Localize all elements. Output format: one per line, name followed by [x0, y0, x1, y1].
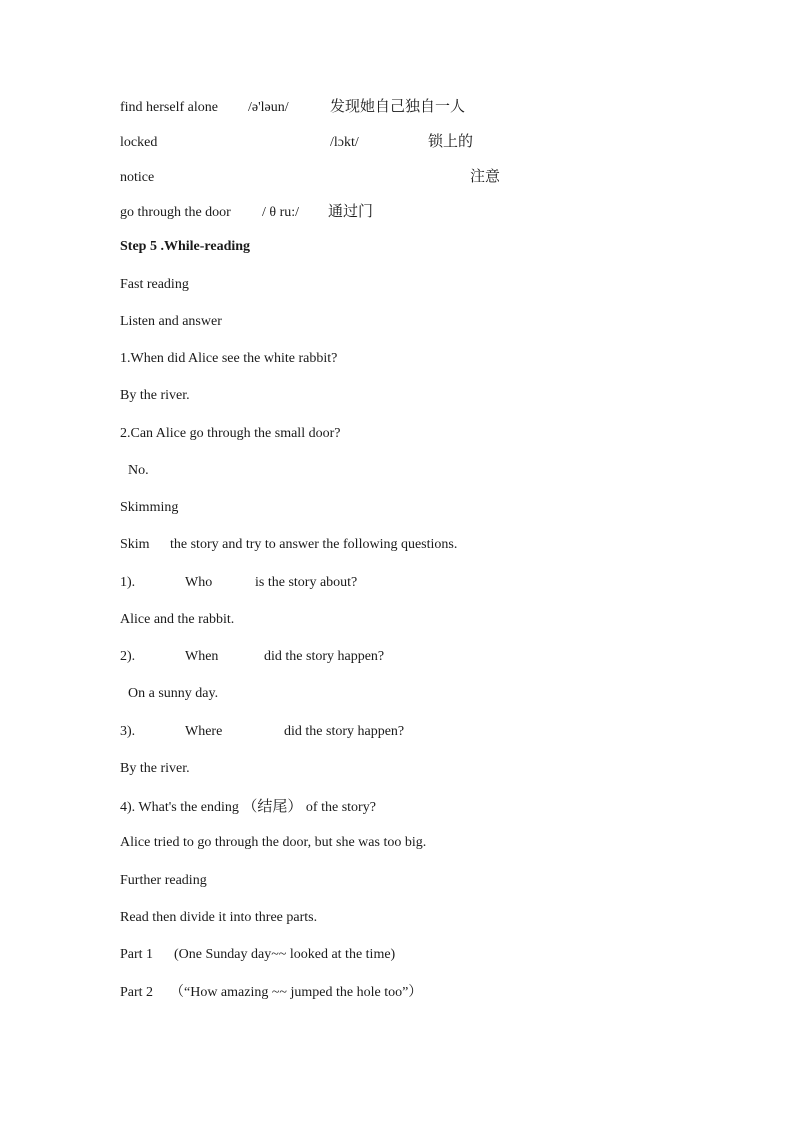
answer: By the river.	[120, 388, 190, 403]
vocab-word: find herself alone	[120, 100, 218, 115]
section-label: Skimming	[120, 500, 179, 515]
vocab-row	[120, 167, 501, 188]
question-number: 3).	[120, 724, 136, 739]
question: 1.When did Alice see the white rabbit?	[120, 351, 338, 366]
section-label: Fast reading	[120, 277, 189, 292]
vocab-phonetic: / θ ru:/	[262, 205, 300, 220]
instruction: Listen and answer	[120, 314, 222, 329]
question-rest: did the story happen?	[284, 724, 405, 739]
question-text: 4). What's the ending	[120, 800, 239, 815]
question-rest: is the story about?	[255, 575, 358, 590]
part-row	[120, 983, 423, 1003]
vocab-phonetic: /ə'ləun/	[248, 100, 289, 115]
instruction-rest: the story and try to answer the following questions.	[170, 537, 458, 552]
vocab-row	[120, 132, 474, 153]
question	[120, 722, 405, 742]
answer: By the river.	[120, 761, 190, 776]
question	[120, 796, 376, 818]
part-label: Part 1	[120, 947, 154, 962]
question	[120, 573, 358, 593]
answer: Alice and the rabbit.	[120, 612, 235, 627]
part-content: (One Sunday day~~ looked at the time)	[174, 947, 396, 962]
question-wh: When	[185, 649, 219, 664]
instruction	[120, 535, 458, 555]
step-heading: Step 5 .While-reading	[120, 239, 251, 254]
answer: Alice tried to go through the door, but she was too big.	[120, 835, 427, 850]
section-label: Further reading	[120, 873, 207, 888]
vocab-row	[120, 97, 466, 118]
question-text: of the story?	[305, 800, 376, 815]
question-cn-gloss: （结尾）	[242, 797, 303, 815]
vocab-word: go through the door	[120, 205, 231, 220]
vocab-meaning: 发现她自己独自一人	[330, 97, 466, 115]
answer: No.	[128, 463, 149, 478]
answer: On a sunny day.	[128, 686, 219, 701]
part-row	[120, 945, 396, 965]
vocab-meaning: 锁上的	[428, 132, 474, 150]
vocab-meaning: 通过门	[328, 202, 374, 220]
question: 2.Can Alice go through the small door?	[120, 426, 341, 441]
question-rest: did the story happen?	[264, 649, 385, 664]
instruction: Read then divide it into three parts.	[120, 910, 318, 925]
part-label: Part 2	[120, 985, 154, 1000]
vocab-word: locked	[120, 135, 158, 150]
question	[120, 647, 385, 667]
part-content: （“How amazing ~~ jumped the hole too”）	[170, 985, 423, 1000]
question-wh: Who	[185, 575, 213, 590]
vocab-row	[120, 202, 374, 223]
vocab-word: notice	[120, 170, 155, 185]
vocab-meaning: 注意	[470, 167, 501, 185]
instruction-verb: Skim	[120, 537, 150, 552]
vocab-phonetic: /lɔkt/	[330, 135, 359, 150]
question-number: 1).	[120, 575, 136, 590]
question-number: 2).	[120, 649, 136, 664]
question-wh: Where	[185, 724, 223, 739]
